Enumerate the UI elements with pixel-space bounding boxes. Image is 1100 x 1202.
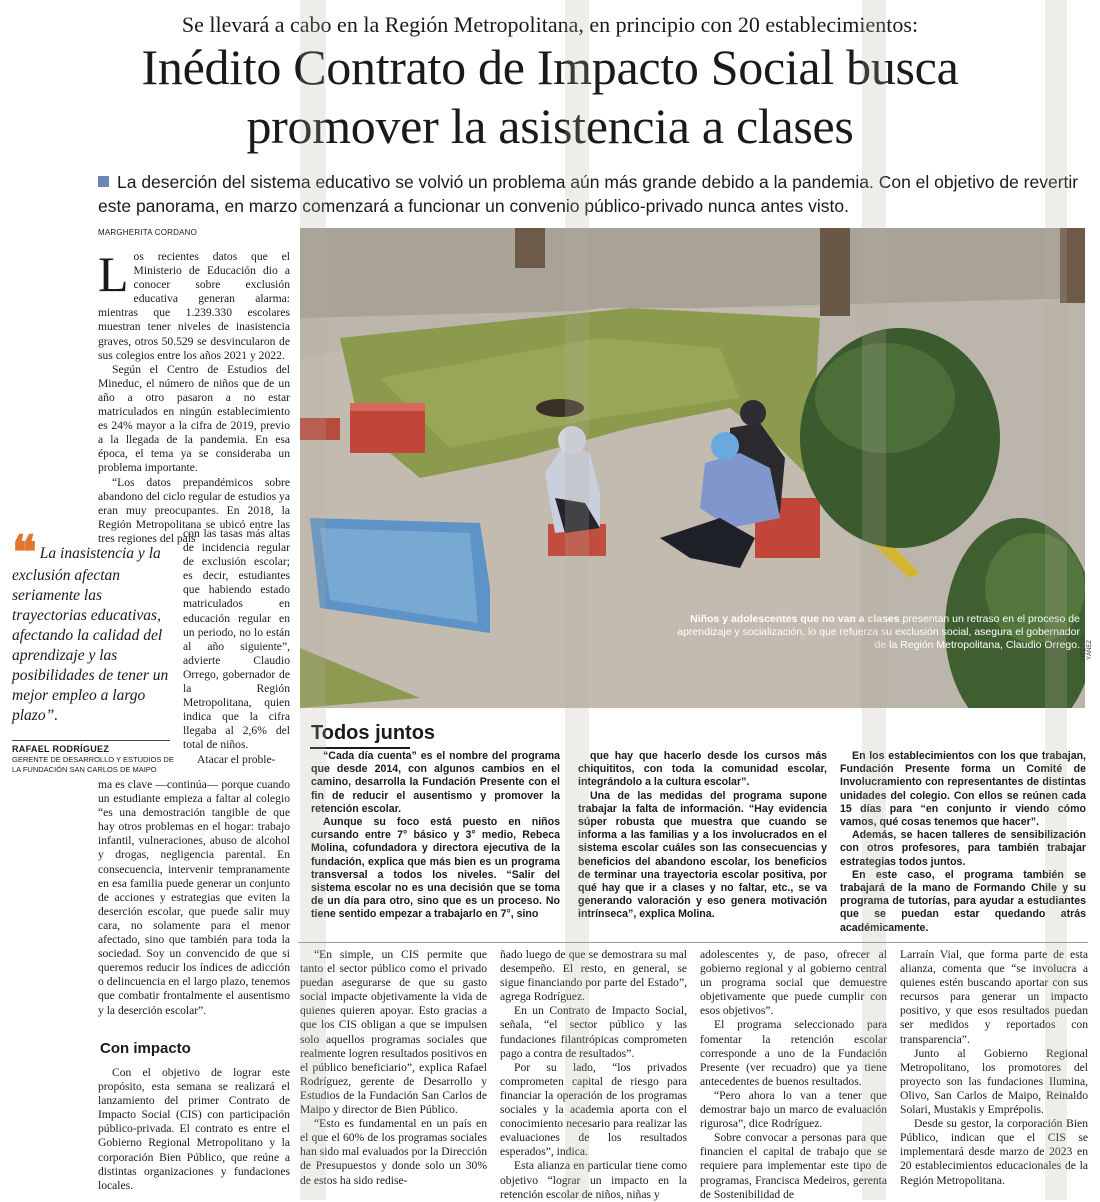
paragraph: En este caso, el programa también se trabajará de la mano de Formando Chile y su programa de tutorías, para ayudar a estudiantes que se puedan estar quedando atrás académicamente. <box>840 868 1086 934</box>
quote-role-line1: GERENTE DE DESARROLLO Y ESTUDIOS DE <box>12 755 174 764</box>
pull-quote-text: La inasistencia y la exclusión afectan seriamente las trayectorias educativas, afectando la calidad del aprendizaje y las posibilidades de tener un mejor empleo a largo plazo”. <box>12 545 169 724</box>
headline-line-1: Inédito Contrato de Impacto Social busca <box>141 39 959 95</box>
quote-mark-icon: ❝ <box>12 527 37 578</box>
article-col1-top <box>98 246 290 546</box>
paragraph: ñado luego de que se demostrara su mal desempeño. El resto, en general, se sigue financiando por parte del Estado”, agrega Rodríguez. <box>500 948 687 1004</box>
paragraph: “En simple, un CIS permite que tanto el sector público como el privado puedan asegurarse de que su gasto social impacte objetivamente la vida de quienes quieren apoyar. Esto gracias a que los CIS obligan a que se impulsen solo aquellos programas sociales que realmente logren resultados positivos en el público beneficiario”, explica Rafael Rodríguez, gerente de Desarrollo y Estudios de la Fundación San Carlos de Maipo y director de Bien Público. <box>300 948 487 1117</box>
bullet-square-icon <box>98 176 109 187</box>
caption-text: presentan un retraso en el proceso de aprendizaje y socialización, lo que refuerza su exclusión social, asegura el gobernador de la Región Metropolitana, Claudio Orrego. <box>677 613 1080 651</box>
article-col1-bottom <box>98 778 290 1018</box>
kicker: Se llevará a cabo en la Región Metropolitana, en principio con 20 establecimientos: <box>181 12 919 37</box>
headline <box>0 38 1100 156</box>
article-col5 <box>900 948 1088 1188</box>
article-col1-end <box>98 1066 290 1193</box>
paragraph: Sobre convocar a personas para que financien el capital de trabajo que se requiere para implementar este tipo de programas, Francisca Medeiros, gerenta de Sostenibilidad de <box>700 1131 887 1201</box>
paragraph: Además, se hacen talleres de sensibilización con otros profesores, para también trabajar estrategias todos juntos. <box>840 829 1086 868</box>
quote-author: RAFAEL RODRÍGUEZ <box>12 744 110 754</box>
photo-credit: HÉCTOR YÁÑEZ <box>1081 634 1093 660</box>
lead-paragraph <box>98 170 1088 218</box>
pull-quote <box>12 527 170 726</box>
box-col1 <box>311 750 560 922</box>
paragraph: Desde su gestor, la corporación Bien Público, indican que el CIS se implementará desde marzo de 2023 en 20 establecimientos educacionales de la Región Metropolitana. <box>900 1117 1088 1187</box>
paragraph: Larraín Vial, que forma parte de esta alianza, comenta que “se involucra a quienes estén buscando aportar con sus recursos para generar un impacto positivo, y que esos resultados puedan ser medidos y reportados con transparencia”. <box>900 948 1088 1046</box>
article-col2 <box>300 948 487 1188</box>
paragraph: que hay que hacerlo desde los cursos más chiquititos, con toda la comunidad escolar, integrándolo a la cultura escolar”. <box>578 750 827 789</box>
byline: MARGHERITA CORDANO <box>98 228 198 237</box>
box-title-rule <box>310 747 410 749</box>
box-col3 <box>840 750 1086 935</box>
paragraph: Por su lado, “los privados comprometen capital de riesgo para financiar la operación de los programas sociales y la academia aporta con el conocimiento necesario para realizar las evaluaciones de los resultados esperados”, indica. <box>500 1060 687 1159</box>
paragraph: “Esto es fundamental en un país en el que el 60% de los programas sociales han sido mal evaluados por la Dirección de Presupuestos y donde solo un 30% de estos ha sido redise- <box>300 1117 487 1187</box>
subhead-con-impacto: Con impacto <box>100 1040 191 1057</box>
article-col1-wrap <box>183 527 290 767</box>
quote-role-line2: LA FUNDACIÓN SAN CARLOS DE MAIPO <box>12 765 157 774</box>
drop-cap: L <box>98 246 129 302</box>
pull-quote-attribution <box>12 740 182 775</box>
paragraph: Atacar el proble- <box>197 752 276 766</box>
paragraph: con las tasas más altas de incidencia regular de exclusión escolar; es decir, estudiantes que habiendo estado matriculados en educación regular en un periodo, no lo están al año siguiente”, advierte Claudio Orrego, gobernador de la Región Metropolitana, quien indica que la cifra llegaba al 2,6% del total de niños. <box>183 527 290 752</box>
photo-caption <box>675 613 1080 652</box>
paragraph: “Los datos prepandémicos sobre abandono del ciclo regular de estudios ya eran muy preocupantes. En 2018, la Región Metropolitana se ubicó entre las tres regiones del país <box>98 475 290 545</box>
paragraph: Según el Centro de Estudios del Mineduc, el número de niños que de un año a otro pasaron a no estar matriculados en ningún establecimiento es 24% mayor a la cifra de 2019, previo a la llegada de la pandemia. En esa época, el tema ya se consideraba un problema importante. <box>98 362 290 475</box>
news-photo <box>300 228 1085 708</box>
paragraph: Esta alianza en particular tiene como objetivo “lograr un impacto en la retención escolar de niños, niñas y <box>500 1159 687 1201</box>
paragraph: Con el objetivo de lograr este propósito, esta semana se realizará el lanzamiento del primer Contrato de Impacto Social (CIS) con participación público-privada. El contrato es entre el Gobierno Regional Metropolitano y la corporación Bien Público, que reúne a distintas organizaciones y fundaciones locales. <box>98 1066 290 1192</box>
paragraph: En los establecimientos con los que trabajan, Fundación Presente forma un Comité de Involucramiento con representantes de distintas unidades del colegio. Con ellos se reúnen cada 15 días para “en conjunto ir viendo cómo vamos, qué cosas tenemos que hacer”. <box>840 750 1086 829</box>
article-col3 <box>500 948 687 1202</box>
paragraph: Junto al Gobierno Regional Metropolitano, los promotores del proyecto son las fundaciones Ilumina, Olivo, San Carlos de Maipo, Reinaldo Solari, Mustakis y Emprépolis. <box>900 1046 1088 1117</box>
box-col2 <box>578 750 827 922</box>
paragraph: adolescentes y, de paso, ofrecer al gobierno regional y al gobierno central un programa social que demuestre objetivamente que puede cumplir con esos objetivos”. <box>700 948 887 1018</box>
paragraph: Aunque su foco está puesto en niños cursando entre 7° básico y 3° medio, Rebeca Molina, cofundadora y directora ejecutiva de la fundación, explica que más bien es un programa transversal a todos los niveles. “Salir del sistema escolar no es una decisión que se toma de un día para otro, sino que es un proceso. No tiene sentido empezar a trabajarlo en 7°, sino <box>311 816 560 921</box>
headline-line-2: promover la asistencia a clases <box>246 98 854 154</box>
article-col4 <box>700 948 887 1202</box>
paragraph: “Cada día cuenta” es el nombre del programa que desde 2014, con algunos cambios en el camino, desarrolla la Fundación Presente con el fin de reducir el ausentismo y promover la retención escolar. <box>311 750 560 815</box>
box-bottom-rule <box>298 942 1088 943</box>
paragraph: os recientes datos que el Ministerio de Educación dio a conocer sobre exclusión educativa generan alarma: mientras que 1.239.330 escolares muestran tener niveles de inasistencia graves, otros 50.529 se desvincularon de sus colegios entre los años 2021 y 2022. <box>98 250 290 362</box>
paragraph: En un Contrato de Impacto Social, señala, “el sector público y las fundaciones filantrópicas comprometen pago a contra de resultados”. <box>500 1004 687 1060</box>
paragraph: “Pero ahora lo van a tener que demostrar bajo un marco de evaluación rigurosa”, dice Rodríguez. <box>700 1088 887 1131</box>
paragraph: El programa seleccionado para fomentar la retención escolar corresponde a uno de la Fundación Presente (ver recuadro) que ya tiene antecedentes de buenos resultados. <box>700 1018 887 1088</box>
caption-bold: Niños y adolescentes que no van a clases <box>690 613 900 625</box>
lead-text: La deserción del sistema educativo se volvió un problema aún más grande debido a la pandemia. Con el objetivo de revertir este panorama, en marzo comenzará a funcionar un convenio público-privado nunca antes visto. <box>98 172 1079 216</box>
paragraph: Una de las medidas del programa supone trabajar la falta de información. “Hay evidencia súper robusta que muestra que cuando se informa a las familias y a los involucrados en el sistema escolar cuáles son las consecuencias y beneficios del abandono escolar, los beneficios de terminar una trayectoria escolar positiva, por qué hay que ir a clases y no faltar, etc., se va generando valoración y eso genera motivación intrínseca”, explica Molina. <box>578 789 827 921</box>
box-title: Todos juntos <box>311 722 436 744</box>
paragraph: ma es clave —continúa— porque cuando un estudiante empieza a faltar al colegio “es una demostración tangible de que hay otros problemas en el hogar: trabajo infantil, vulneraciones, abuso de alcohol y drogas, negligencia parental. En consecuencia, intervenir tempranamente en esa familia puede generar un conjunto de acciones y estrategias que eviten la deserción escolar, que puede salir muy cara, no solamente para el menor afectado, sino que también para toda la sociedad. Soy un convencido de que si queremos reducir los índices de adicción o delincuencia en el largo plazo, tenemos que combatir frontalmente el ausentismo y la deserción escolar”. <box>98 778 290 1017</box>
